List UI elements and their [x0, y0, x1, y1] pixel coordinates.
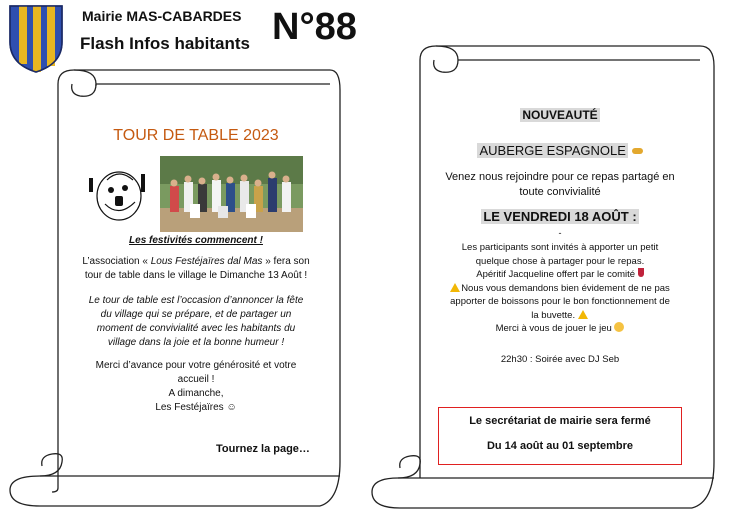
merci-line: Les Festéjaïres ☺ — [155, 402, 237, 413]
festivites-subheading: Les festivités commencent ! — [129, 235, 263, 246]
boissons-line — [432, 282, 688, 296]
mairie-title: Mairie MAS-CABARDES — [82, 8, 242, 24]
auberge-label: AUBERGE ESPAGNOLE — [479, 143, 626, 158]
buvette-line — [432, 309, 688, 323]
buvette-text: la buvette. — [531, 309, 576, 321]
tour-de-table-heading: TOUR DE TABLE 2023 — [113, 127, 279, 144]
tour-line: moment de convivialité avec les habitants du — [96, 323, 296, 334]
boissons-text: Nous vous demandons bien évidement de ne pas — [461, 282, 670, 294]
food-icon — [632, 148, 643, 154]
nouveaute-heading — [450, 108, 670, 122]
assoc-text-after: » fera son tour de table dans le village le Dimanche 13 Août ! — [84, 256, 310, 281]
participants-paragraph — [432, 241, 688, 336]
tour-de-table-paragraph — [80, 294, 312, 350]
nouveaute-label: NOUVEAUTÉ — [522, 108, 598, 122]
vendredi-label: LE VENDREDI 18 AOÛT : — [483, 209, 637, 224]
merci-line: A dimanche, — [168, 388, 224, 399]
tournez-la-page: Tournez la page… — [216, 443, 310, 455]
assoc-text-before: L’association « — [82, 256, 151, 267]
aperitif-text: Apéritif Jacqueline offert par le comité — [476, 269, 636, 280]
wink-emoji-icon — [614, 322, 624, 332]
closure-notice-title: Le secrétariat de mairie sera fermé — [469, 415, 651, 427]
venez-line: toute convivialité — [519, 186, 601, 198]
closure-notice-dates: Du 14 août au 01 septembre — [486, 440, 634, 452]
auberge-heading — [440, 143, 680, 158]
aperitif-line — [432, 268, 688, 282]
merci-line: accueil ! — [177, 374, 215, 385]
participants-line: Les participants sont invités à apporter un petit — [461, 242, 659, 253]
festejaires-logo-icon — [79, 158, 155, 228]
merci-jeu-line — [432, 322, 688, 336]
issue-number: N°88 — [272, 6, 357, 48]
venez-line: Venez nous rejoindre pour ce repas partagé en — [445, 171, 675, 183]
tour-line: Le tour de table est l’occasion d’annoncer la fête — [88, 295, 304, 306]
merci-line: Merci d’avance pour votre générosité et votre — [95, 360, 297, 371]
association-paragraph — [80, 255, 312, 283]
tour-line: village dans la joie et la bonne humeur ! — [107, 337, 285, 348]
warning-icon — [578, 310, 588, 319]
boissons-line: apporter de boissons pour le bon fonctionnement de — [450, 296, 670, 307]
wine-glass-icon — [638, 268, 644, 277]
vendredi-date-heading — [440, 209, 680, 224]
separator-dash: - — [558, 228, 562, 238]
venez-paragraph — [430, 170, 690, 200]
association-name: Lous Festéjaïres dal Mas — [150, 256, 263, 267]
soiree-dj-line: 22h30 : Soirée avec DJ Seb — [500, 354, 620, 365]
tour-line: du village qui se prépare, et de partager un — [100, 309, 292, 320]
participants-line: quelque chose à partager pour le repas. — [475, 255, 645, 267]
flash-infos-title: Flash Infos habitants — [80, 34, 251, 53]
merci-jeu-text: Merci à vous de jouer le jeu — [495, 323, 612, 334]
group-photo — [160, 156, 303, 232]
merci-paragraph — [80, 359, 312, 415]
warning-icon — [450, 283, 460, 292]
